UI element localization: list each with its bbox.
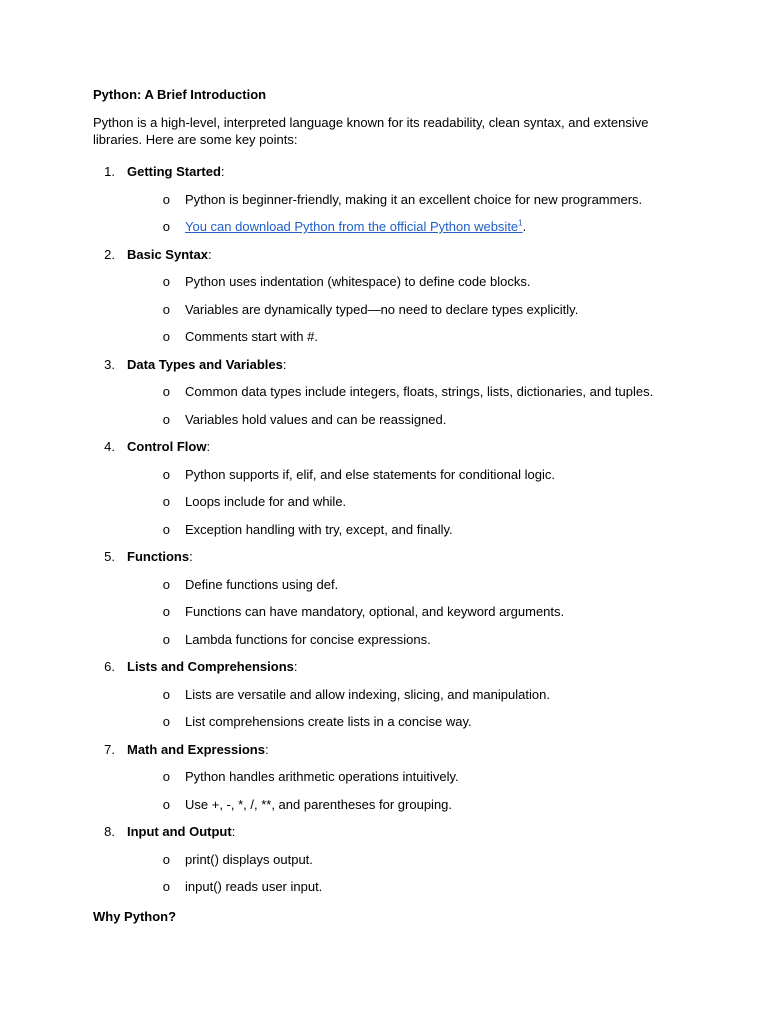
section-data-types (93, 351, 663, 434)
list-item (93, 296, 663, 324)
section-title: Input and Output (127, 824, 232, 840)
section-number: 1. (104, 164, 115, 180)
bullet-marker: o (162, 769, 170, 785)
section-number: 2. (104, 246, 115, 262)
list-item (93, 516, 663, 544)
bullet-marker: o (162, 466, 170, 482)
section-number: 6. (104, 659, 115, 675)
list-item (93, 378, 663, 406)
section-colon: : (220, 164, 225, 180)
section-title: Lists and Comprehensions (127, 659, 294, 675)
section-colon: : (293, 659, 298, 675)
bullet-text: Define functions using def. (185, 576, 339, 592)
link-text[interactable]: You can download Python from the official Python website (185, 219, 519, 235)
bullet-text: Exception handling with try, except, and finally. (185, 521, 453, 537)
bullet-marker: o (162, 219, 170, 235)
section-number: 5. (104, 549, 115, 565)
section-colon: : (189, 549, 193, 565)
bullet-marker: o (162, 631, 170, 647)
list-item (93, 406, 663, 434)
bullet-list (93, 461, 663, 544)
bullet-text: List comprehensions create lists in a concise way. (185, 714, 472, 730)
document-title: Python: A Brief Introduction (93, 87, 267, 102)
bullet-text: Loops include for and while. (185, 494, 347, 510)
bullet-marker: o (162, 714, 170, 730)
list-item (93, 846, 663, 874)
bullet-text: Variables hold values and can be reassigned. (185, 411, 447, 427)
bullet-list (93, 571, 663, 654)
bullet-text: Comments start with #. (185, 329, 318, 345)
list-item (93, 186, 663, 214)
bullet-text: Lists are versatile and allow indexing, slicing, and manipulation. (185, 686, 550, 702)
bullet-text: Functions can have mandatory, optional, and keyword arguments. (185, 604, 565, 620)
section-colon: : (282, 356, 287, 372)
list-item (93, 323, 663, 351)
bullet-marker: o (162, 411, 170, 427)
list-item (93, 626, 663, 654)
list-item (93, 873, 663, 901)
section-getting-started (93, 158, 663, 241)
bullet-marker: o (162, 686, 170, 702)
bullet-list (93, 268, 663, 351)
list-item (93, 461, 663, 489)
section-basic-syntax (93, 241, 663, 351)
sentence-period: . (522, 219, 527, 235)
bullet-marker: o (162, 604, 170, 620)
bullet-text: Common data types include integers, floats, strings, lists, dictionaries, and tuples. (185, 384, 654, 400)
bullet-text: Python supports if, elif, and else statements for conditional logic. (185, 466, 555, 482)
bullet-text: Lambda functions for concise expressions. (185, 631, 431, 647)
section-functions (93, 543, 663, 653)
section-colon: : (231, 824, 236, 840)
bullet-list (93, 186, 663, 241)
bullet-marker: o (162, 851, 170, 867)
bullet-list (93, 378, 663, 433)
section-title: Math and Expressions (127, 741, 265, 757)
section-number: 3. (104, 356, 115, 372)
bullet-list (93, 681, 663, 736)
bullet-text: Use +, -, *, /, **, and parentheses for grouping. (185, 796, 453, 812)
bullet-text: Python handles arithmetic operations intuitively. (185, 769, 459, 785)
list-item (93, 681, 663, 709)
bullet-list (93, 846, 663, 901)
list-item (93, 488, 663, 516)
python-website-link[interactable] (185, 219, 523, 234)
section-title: Control Flow (127, 439, 207, 455)
section-colon: : (207, 246, 212, 262)
footnote-marker[interactable]: 1 (518, 218, 523, 228)
list-item (93, 571, 663, 599)
list-item (93, 598, 663, 626)
bullet-marker: o (162, 494, 170, 510)
bullet-text: input() reads user input. (185, 879, 323, 895)
list-item (93, 708, 663, 736)
bullet-list (93, 763, 663, 818)
list-item (93, 791, 663, 819)
list-item (93, 268, 663, 296)
section-lists-comprehensions (93, 653, 663, 736)
list-item (93, 763, 663, 791)
bullet-text: print() displays output. (185, 851, 313, 867)
bullet-marker: o (162, 329, 170, 345)
bullet-marker: o (162, 384, 170, 400)
bullet-marker: o (162, 274, 170, 290)
document-body (93, 86, 663, 925)
bullet-marker: o (162, 796, 170, 812)
section-title: Functions (127, 549, 190, 565)
bullet-text: Python is beginner-friendly, making it an excellent choice for new programmers. (185, 191, 643, 207)
section-math-expressions (93, 736, 663, 819)
list-item (93, 213, 663, 241)
section-input-output (93, 818, 663, 901)
bullet-text: Python uses indentation (whitespace) to define code blocks. (185, 274, 531, 290)
bullet-marker: o (162, 879, 170, 895)
intro-paragraph: Python is a high-level, interpreted language known for its readability, clean syntax, and extensive libraries. Here are some key points: (93, 115, 649, 147)
section-title: Basic Syntax (127, 246, 208, 262)
section-title: Getting Started (127, 164, 221, 180)
section-number: 4. (104, 439, 115, 455)
section-number: 8. (104, 824, 115, 840)
why-python-heading: Why Python? (93, 908, 177, 924)
bullet-marker: o (162, 191, 170, 207)
bullet-marker: o (162, 301, 170, 317)
bullet-text: Variables are dynamically typed—no need to declare types explicitly. (185, 301, 579, 317)
section-control-flow (93, 433, 663, 543)
section-title: Data Types and Variables (127, 356, 283, 372)
section-colon: : (264, 741, 269, 757)
section-number: 7. (104, 741, 115, 757)
bullet-marker: o (162, 521, 170, 537)
sections-list (93, 158, 663, 901)
section-colon: : (206, 439, 211, 455)
bullet-marker: o (162, 576, 170, 592)
